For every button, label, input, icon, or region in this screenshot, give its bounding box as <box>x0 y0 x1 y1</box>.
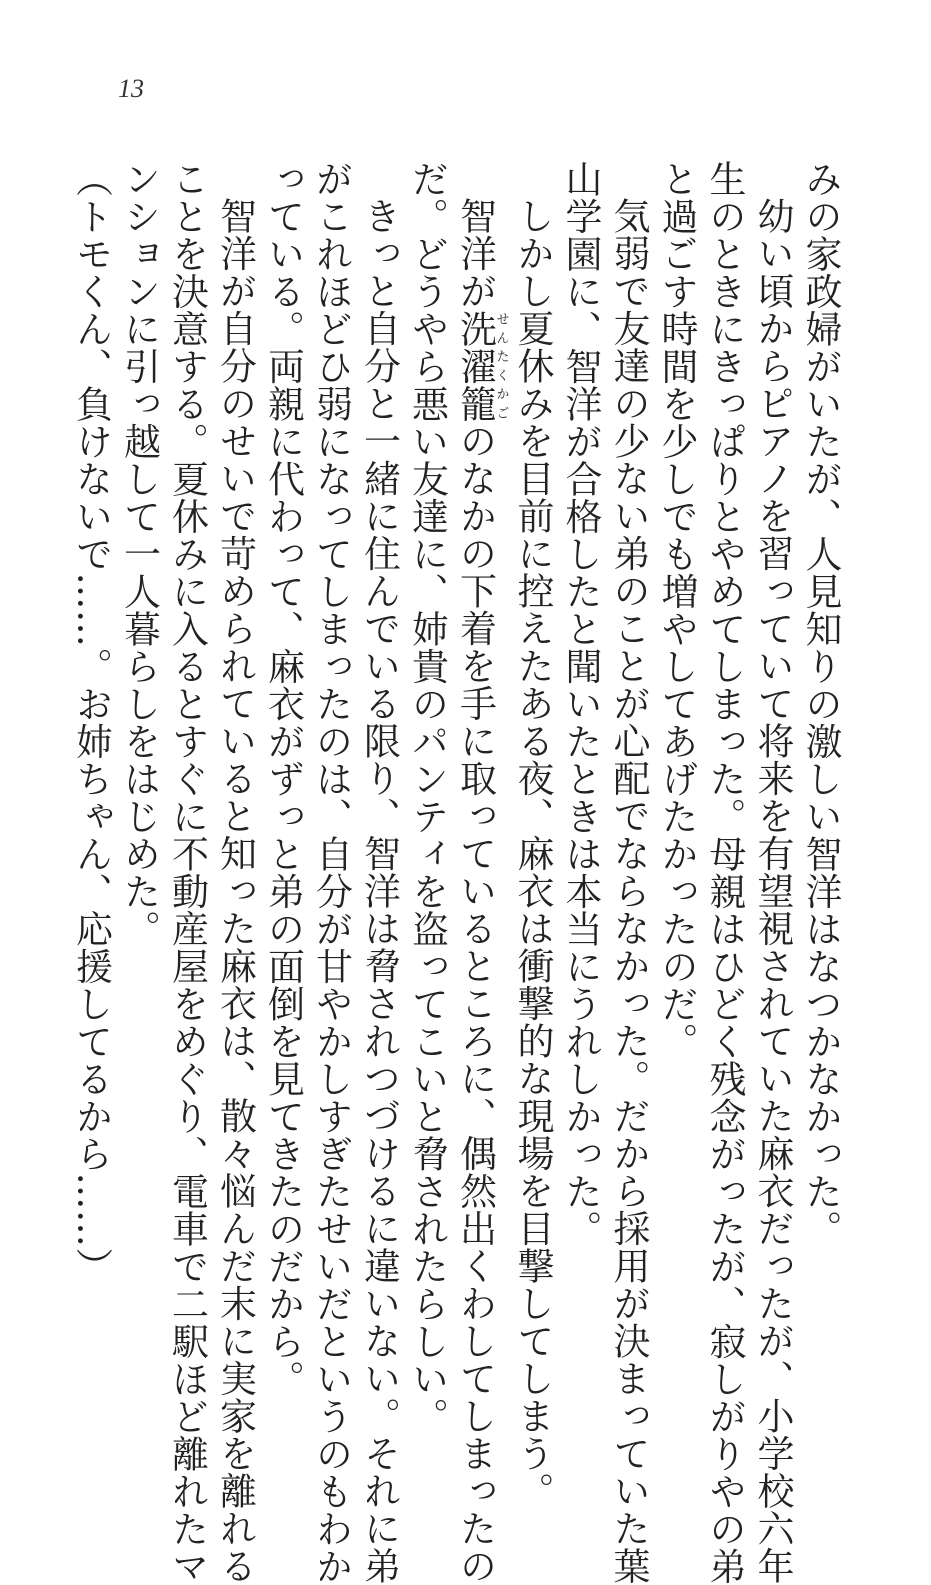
text-line: がこれほどひ弱になってしまったのは、自分が甘やかしすぎたせいだというのもわか <box>309 160 353 1585</box>
text-line: ンションに引っ越して一人暮らしをはじめた。 <box>117 160 161 948</box>
text-line: だ。どうやら悪い友達に、姉貴のパンティを盗ってこいと脅されたらしい。 <box>405 160 449 1435</box>
text-line: きっと自分と一緒に住んでいる限り、智洋は脅されつづけるに違いない。それに弟 <box>357 197 401 1585</box>
text-line: みの家政婦がいたが、人見知りの激しい智洋はなつかなかった。 <box>799 160 842 1248</box>
text-segment: 智洋が <box>453 197 497 310</box>
text-line <box>451 160 509 1585</box>
page-number: 13 <box>118 74 144 103</box>
ruby-reading: せんたくかご <box>493 309 509 422</box>
text-line: ことを決意する。夏休みに入るとすぐに不動産屋をめぐり、電車で二駅ほど離れたマ <box>165 160 209 1585</box>
text-line: 幼い頃からピアノを習っていて将来を有望視されていた麻衣だったが、小学校六年 <box>751 197 794 1585</box>
text-line: 智洋が自分のせいで苛められていると知った麻衣は、散々悩んだ末に実家を離れる <box>213 197 257 1585</box>
ruby-base: 洗濯籠 <box>453 309 497 422</box>
text-segment: のなかの下着を手に取っているところに、偶然出くわしてしまったの <box>453 422 497 1585</box>
text-line: しかし夏休みを目前に控えたある夜、麻衣は衝撃的な現場を目撃してしまう。 <box>511 197 554 1510</box>
text-line: 山学園に、智洋が合格したと聞いたときは本当にうれしかった。 <box>559 160 602 1248</box>
body-text <box>67 160 845 1585</box>
text-line: （トモくん、負けないで……。お姉ちゃん、応援してるから……） <box>69 160 113 1285</box>
text-line: 生のときにきっぱりとやめてしまった。母親はひどく残念がったが、寂しがりやの弟 <box>703 160 746 1585</box>
ruby-annotation <box>453 309 509 423</box>
text-line: っている。両親に代わって、麻衣がずっと弟の面倒を見てきたのだから。 <box>261 160 305 1398</box>
text-line: と過ごす時間を少しでも増やしてあげたかったのだ。 <box>655 160 698 1060</box>
text-line: 気弱で友達の少ない弟のことが心配でならなかった。だから採用が決まっていた葉 <box>607 197 650 1585</box>
